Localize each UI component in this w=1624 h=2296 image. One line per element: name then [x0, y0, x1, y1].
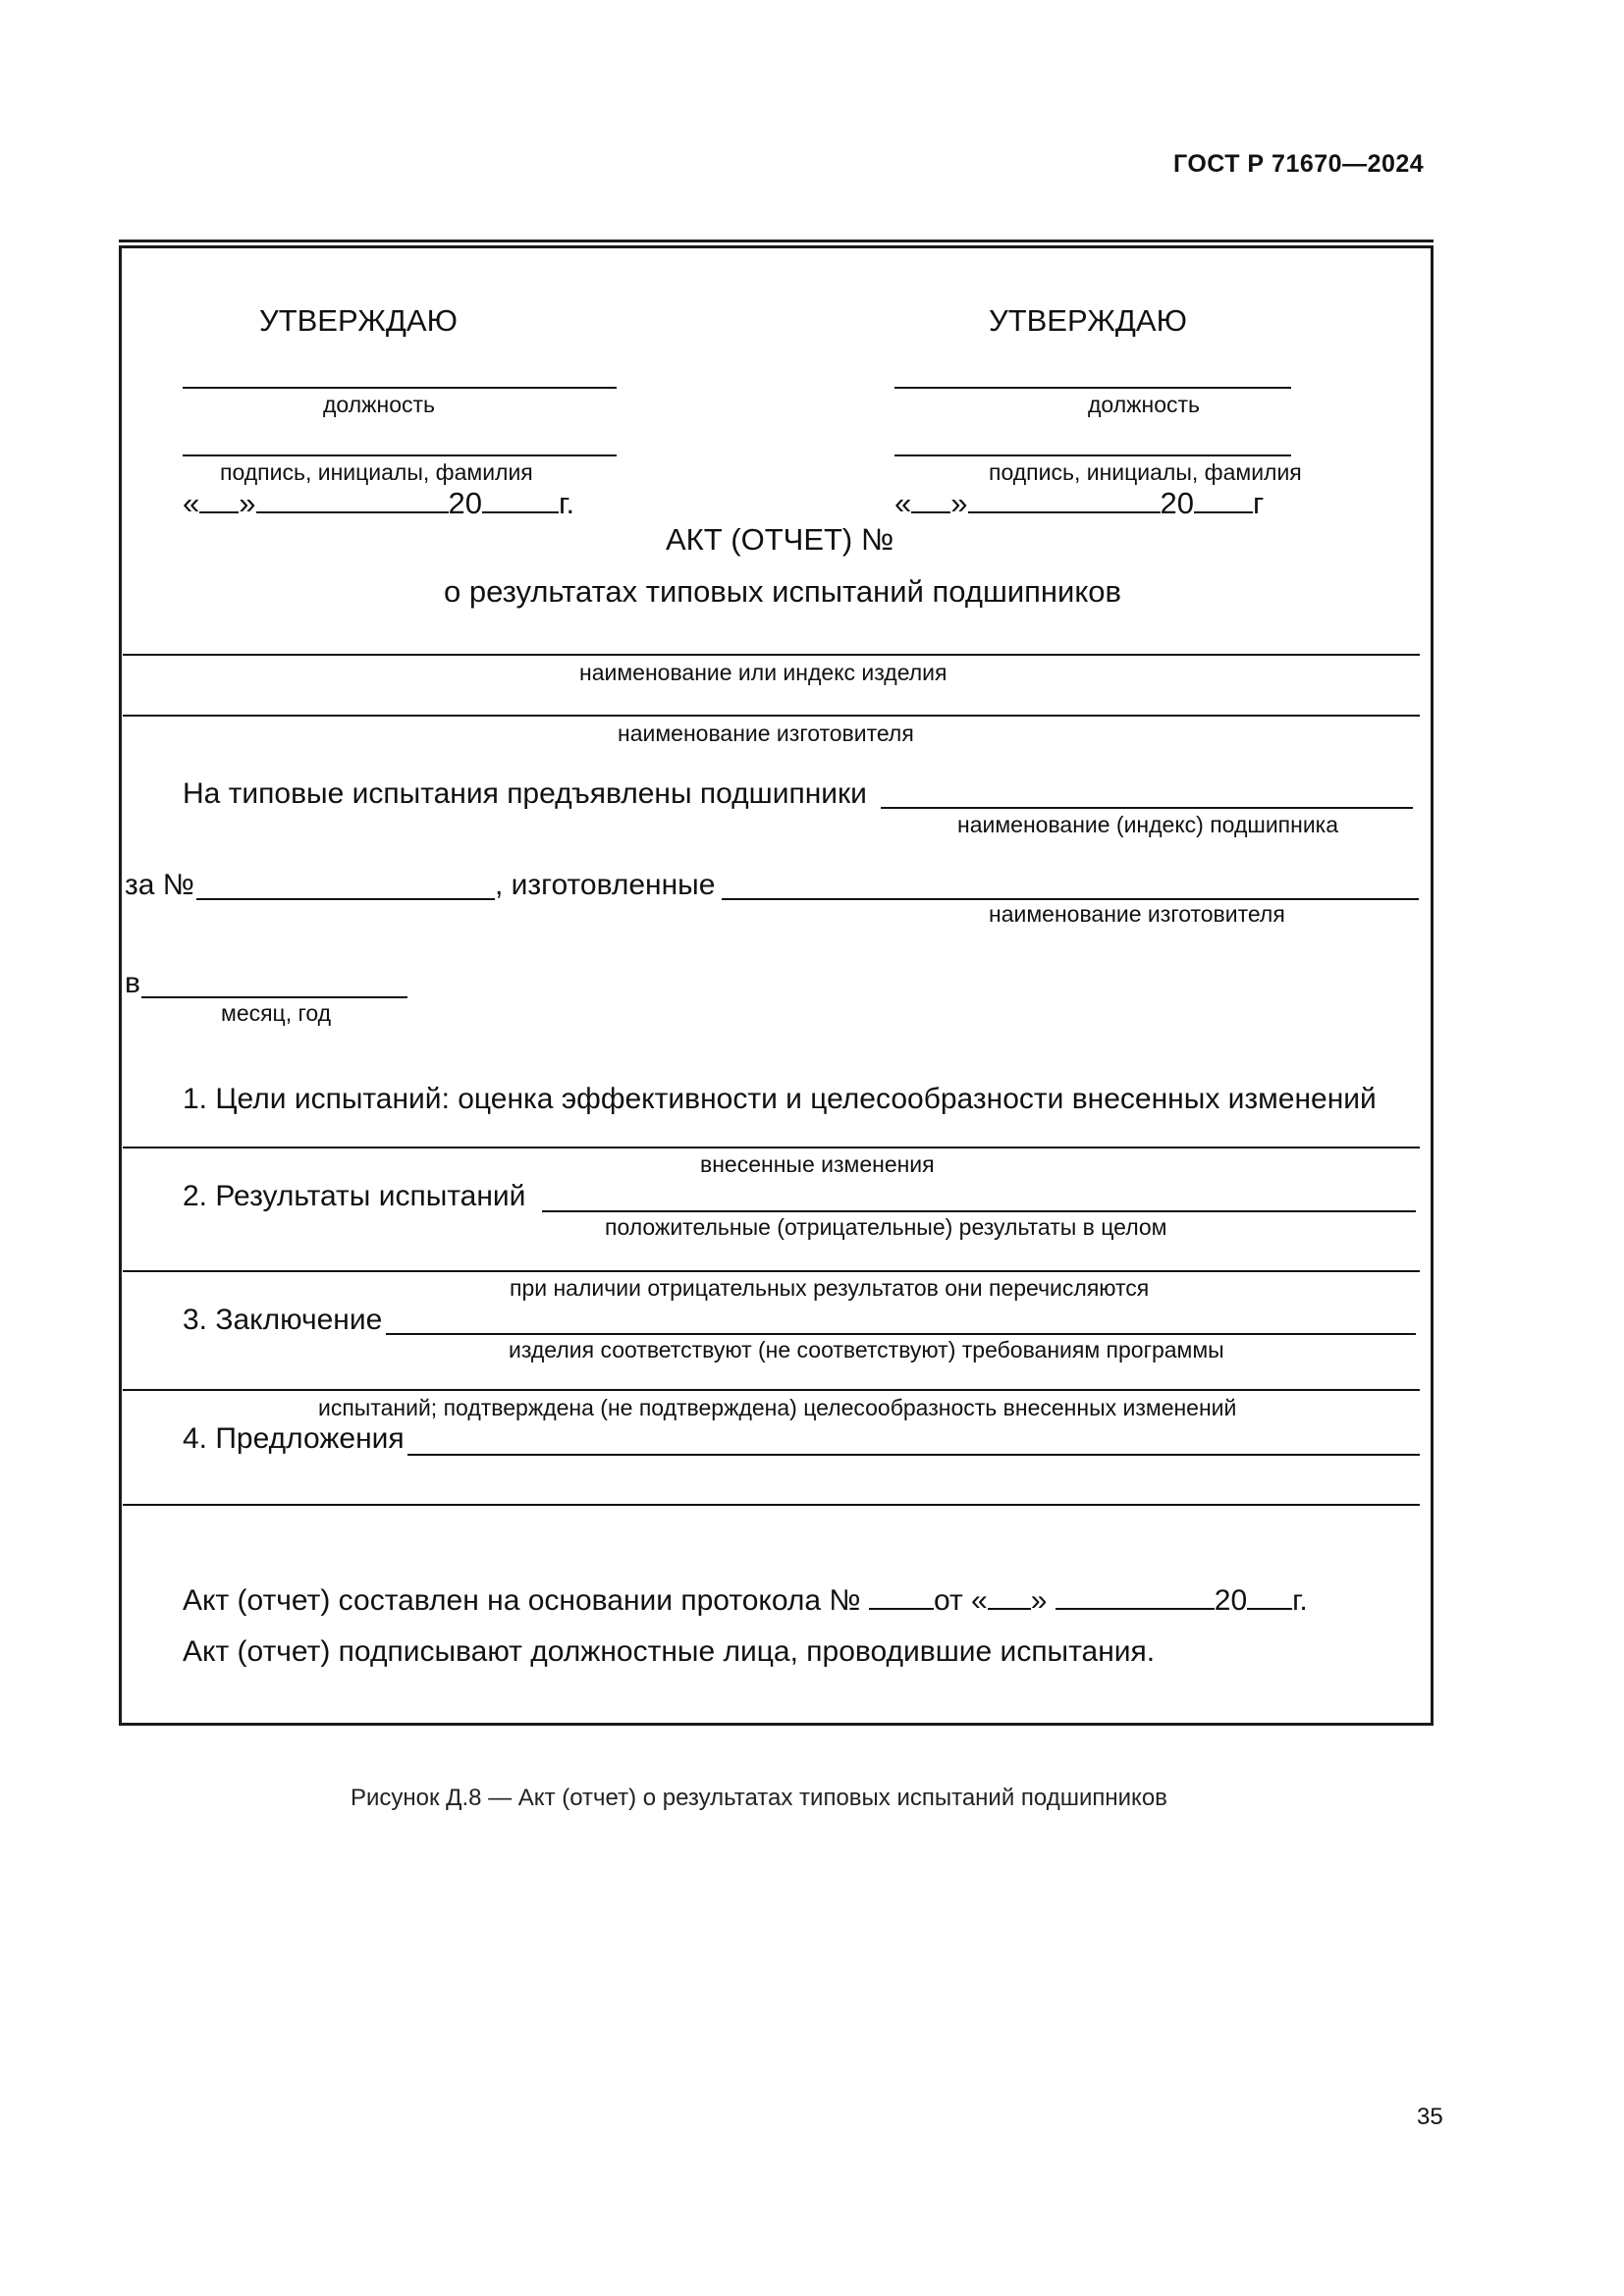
approve-left-month-blank: [256, 486, 449, 513]
approve-right-position-hint: должность: [1088, 392, 1201, 417]
approve-left-quote-close: »: [239, 486, 256, 520]
month-line: [141, 996, 407, 998]
proposals-line-2: [123, 1504, 1420, 1506]
section-results: 2. Результаты испытаний: [183, 1180, 526, 1212]
approve-left-year-blank: [482, 486, 559, 513]
basis-close: »: [1030, 1584, 1048, 1617]
in-label: в: [125, 967, 140, 999]
goals-line: [123, 1147, 1420, 1148]
conclusion-hint-2: испытаний; подтверждена (не подтверждена) целесообразность внесенных изменений: [318, 1395, 1237, 1420]
frame-top-rule: [119, 240, 1434, 242]
basis-text: Акт (отчет) составлен на основании протокола №: [183, 1584, 861, 1617]
conclusion-hint: изделия соответствуют (не соответствуют) требованиям программы: [509, 1337, 1224, 1362]
approve-right-signature-hint: подпись, инициалы, фамилия: [989, 459, 1302, 485]
approve-right-quote-open: «: [894, 486, 912, 520]
section-proposals: 4. Предложения: [183, 1422, 405, 1455]
basis-text-row: [183, 1582, 1308, 1618]
basis-month-blank: [1056, 1582, 1215, 1610]
basis-year-blank: [1247, 1582, 1292, 1610]
approve-left-title: УТВЕРЖДАЮ: [259, 303, 458, 338]
standard-number: ГОСТ Р 71670—2024: [1173, 150, 1425, 178]
approve-right-year-blank: [1194, 486, 1253, 513]
maker-hint: наименование изготовителя: [989, 901, 1285, 927]
figure-caption: Рисунок Д.8 — Акт (отчет) о результатах типовых испытаний подшипников: [351, 1785, 1167, 1811]
approve-left-signature-line: [183, 454, 617, 456]
approve-right-position-line: [894, 387, 1291, 389]
month-hint: месяц, год: [221, 1000, 332, 1026]
proposals-line: [407, 1454, 1420, 1456]
results-line: [542, 1210, 1416, 1212]
results-hint-2: при наличии отрицательных результатов они перечисляются: [510, 1275, 1150, 1301]
approve-left-day-blank: [199, 486, 239, 513]
approve-left-date: [183, 486, 574, 521]
basis-year: 20: [1214, 1584, 1248, 1617]
approve-left-position-line: [183, 387, 617, 389]
number-label: за №: [125, 869, 194, 901]
basis-day-blank: [988, 1582, 1031, 1610]
approve-right-day-blank: [911, 486, 950, 513]
approve-left-quote-open: «: [183, 486, 200, 520]
bearing-line: [881, 807, 1413, 809]
signers-text: Акт (отчет) подписывают должностные лица, проводившие испытания.: [183, 1635, 1156, 1668]
number-line: [196, 898, 495, 900]
conclusion-line: [386, 1333, 1416, 1335]
approve-left-signature-hint: подпись, инициалы, фамилия: [220, 459, 533, 485]
results-hint: положительные (отрицательные) результаты в целом: [605, 1214, 1167, 1240]
act-subtitle: о результатах типовых испытаний подшипников: [444, 574, 1121, 609]
maker-line: [722, 898, 1419, 900]
protocol-number-blank: [869, 1582, 934, 1610]
approve-left-position-hint: должность: [322, 392, 436, 417]
product-line: [123, 654, 1420, 656]
approve-left-year-suffix: г.: [558, 486, 575, 520]
approve-right-signature-line: [894, 454, 1291, 456]
manufacturer-line: [123, 715, 1420, 717]
approve-right-month-blank: [968, 486, 1161, 513]
conclusion-line-2: [123, 1389, 1420, 1391]
act-title: АКТ (ОТЧЕТ) №: [666, 522, 894, 557]
approve-right-year-suffix: г: [1252, 486, 1265, 520]
goals-hint: внесенные изменения: [700, 1151, 935, 1177]
approve-right-date: [894, 486, 1264, 521]
manufacturer-hint: наименование изготовителя: [618, 721, 914, 746]
product-hint: наименование или индекс изделия: [579, 660, 947, 685]
made-label: , изготовленные: [495, 869, 716, 901]
approve-right-quote-close: »: [950, 486, 968, 520]
basis-suffix: г.: [1292, 1584, 1308, 1617]
page-number: 35: [1417, 2104, 1443, 2130]
approve-left-year-prefix: 20: [448, 486, 482, 520]
section-conclusion: 3. Заключение: [183, 1304, 383, 1336]
approve-right-year-prefix: 20: [1160, 486, 1194, 520]
results-line-2: [123, 1270, 1420, 1272]
basis-from: от «: [933, 1584, 988, 1617]
bearing-hint: наименование (индекс) подшипника: [957, 812, 1339, 837]
approve-right-title: УТВЕРЖДАЮ: [989, 303, 1187, 338]
submission-text: На типовые испытания предъявлены подшипники: [183, 777, 867, 810]
section-goals: 1. Цели испытаний: оценка эффективности и целесообразности внесенных изменений: [183, 1083, 1377, 1115]
